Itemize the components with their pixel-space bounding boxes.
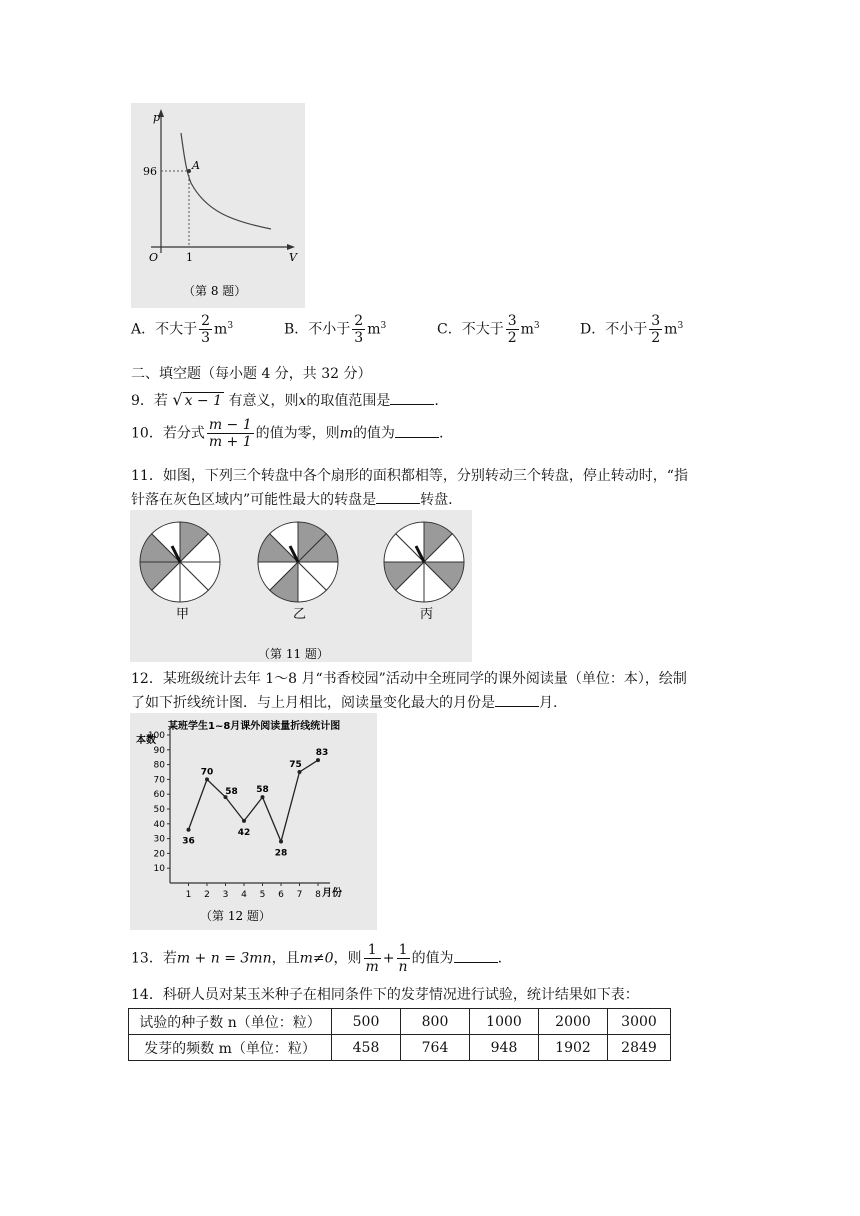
- spinner-yi: [258, 522, 338, 602]
- chart-y-tick-label: 20: [153, 849, 165, 860]
- chart-point: [187, 828, 191, 832]
- chart-point: [205, 777, 209, 781]
- table-cell: 1000: [470, 1009, 539, 1035]
- option-c: C．不大于 $\frac{3}{2}$ $m^3$: [437, 313, 540, 346]
- chart-data-label: 58: [225, 787, 238, 798]
- question-12-line-2: 了如下折线统计图．与上月相比，阅读量变化最大的月份是 月.: [131, 695, 558, 711]
- chart-data-label: 75: [289, 760, 302, 770]
- q9-blank: [390, 392, 434, 405]
- chart-x-tick-label: 7: [296, 890, 303, 900]
- chart-data-label: 70: [200, 767, 214, 778]
- spinner-label-jia: 甲: [176, 607, 190, 622]
- germination-table: [128, 1008, 671, 1061]
- chart-point: [242, 819, 246, 823]
- chart-data-label: 36: [182, 836, 195, 847]
- question-9: 9．若 √ x − 1 有意义，则x的取值范围是 .: [131, 390, 439, 409]
- table-row-label: 发芽的频数 m（单位：粒）: [129, 1035, 332, 1061]
- table-cell: 1902: [539, 1035, 608, 1061]
- fig8-caption: （第 8 题）: [183, 284, 247, 298]
- table-cell: 458: [332, 1035, 401, 1061]
- table-cell: 948: [470, 1035, 539, 1061]
- option-a: A．不大于 $\frac{2}{3}$ $m^3$: [131, 313, 234, 346]
- chart-point: [261, 795, 265, 799]
- q11-blank: [376, 491, 420, 504]
- table-cell: 3000: [608, 1009, 671, 1035]
- fig8-point-label: A: [192, 159, 200, 172]
- table-cell: 500: [332, 1009, 401, 1035]
- chart-y-label: 本数: [136, 735, 156, 746]
- chart-y-tick-label: 100: [147, 731, 165, 741]
- chart-x-tick-label: 6: [278, 890, 284, 900]
- chart-x-tick-label: 8: [315, 890, 321, 900]
- figure-12: [130, 713, 377, 930]
- fig8-y-tick: 96: [143, 165, 157, 178]
- spinner-bing: [384, 522, 464, 602]
- chart-x-label: 月份: [322, 888, 342, 899]
- chart-x-tick-label: 2: [204, 890, 210, 900]
- spinner-jia: [140, 522, 220, 602]
- spinner-label-yi: 乙: [293, 607, 307, 622]
- q12-blank: [495, 694, 539, 707]
- chart-y-tick-label: 30: [153, 834, 165, 845]
- chart-y-tick-label: 40: [153, 819, 165, 830]
- question-11-line-2: 针落在灰色区域内”可能性最大的转盘是 转盘.: [131, 492, 453, 508]
- chart-y-tick-label: 10: [153, 864, 165, 875]
- table-row: [129, 1009, 671, 1035]
- fig12-caption: （第 12 题）: [200, 909, 271, 923]
- option-b: B．不小于 $\frac{2}{3}$ $m^3$: [284, 313, 387, 346]
- q10-blank: [395, 425, 439, 438]
- chart-y-tick-label: 60: [153, 790, 165, 801]
- chart-x-tick-label: 5: [259, 890, 266, 900]
- question-13: 13．若m + n = 3mn，且m≠0，则 $\frac{1}{m}$ + $\frac{1}{n}$ 的值为 .: [131, 942, 503, 975]
- chart-x-tick-label: 4: [241, 890, 247, 900]
- fig11-caption: （第 11 题）: [258, 647, 329, 661]
- chart-point: [279, 840, 283, 844]
- fig8-y-label: p: [153, 111, 161, 124]
- q13-blank: [454, 950, 498, 963]
- chart-data-label: 42: [237, 827, 251, 838]
- chart-x-tick-label: 3: [222, 890, 229, 900]
- table-cell: 2849: [608, 1035, 671, 1061]
- table-row-label: 试验的种子数 n（单位：粒）: [129, 1009, 332, 1035]
- chart-data-label: 83: [315, 748, 329, 759]
- q9-radicand: x − 1: [184, 393, 223, 409]
- fig8-curve: [181, 133, 271, 229]
- question-12-line-1: 12．某班级统计去年 1～8 月“书香校园”活动中全班同学的课外阅读量（单位：本），绘制: [131, 671, 687, 687]
- chart-y-tick-label: 90: [153, 745, 165, 756]
- chart-y-tick-label: 70: [153, 775, 165, 786]
- table-cell: 764: [401, 1035, 470, 1061]
- fig8-x-tick: 1: [186, 251, 193, 264]
- chart-data-label: 28: [274, 848, 288, 859]
- spinner-label-bing: 丙: [420, 607, 434, 622]
- chart-data-label: 58: [256, 785, 269, 796]
- question-14: 14．科研人员对某玉米种子在相同条件下的发芽情况进行试验，统计结果如下表：: [131, 987, 639, 1003]
- table-row: [129, 1035, 671, 1061]
- chart-x-tick-label: 1: [185, 890, 192, 900]
- chart-point: [298, 770, 302, 774]
- fig8-x-label: V: [289, 251, 297, 264]
- chart-y-tick-label: 80: [153, 760, 165, 771]
- option-d: D．不小于 $\frac{3}{2}$ $m^3$: [580, 313, 684, 346]
- figure-11: [130, 510, 472, 662]
- chart-y-tick-label: 50: [153, 805, 165, 815]
- section-2-heading: 二、填空题（每小题 4 分，共 32 分）: [131, 366, 372, 382]
- question-11-line-1: 11．如图，下列三个转盘中各个扇形的面积都相等，分别转动三个转盘，停止转动时，“指: [131, 468, 688, 484]
- fig8-origin: O: [149, 251, 159, 264]
- table-cell: 800: [401, 1009, 470, 1035]
- table-cell: 2000: [539, 1009, 608, 1035]
- question-10: 10．若分式 $\frac{m - 1}{m + 1}$ 的值为零，则m的值为 .: [131, 417, 444, 450]
- chart-title: 某班学生1~8月课外阅读量折线统计图: [168, 721, 341, 732]
- figure-8: [131, 103, 305, 308]
- fig8-point-a: [187, 169, 191, 173]
- chart-point: [316, 758, 320, 762]
